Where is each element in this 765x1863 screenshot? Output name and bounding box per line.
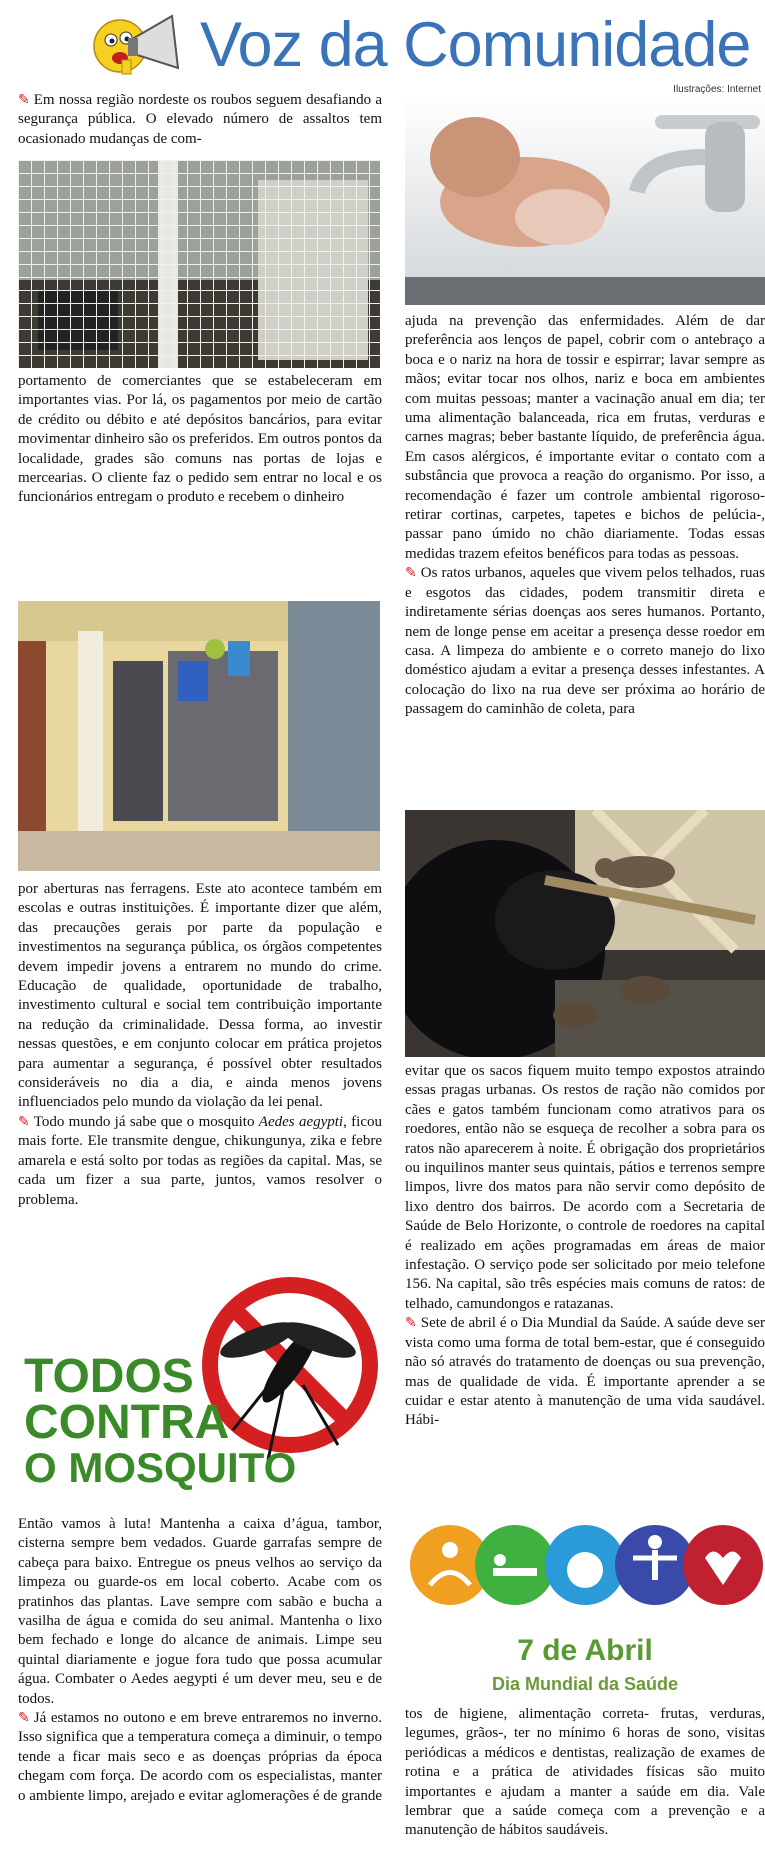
species-name: Aedes aegypti [258, 1113, 344, 1130]
article-health-day: Sete de abril é o Dia Mundial da Saúde. A saúde deve ser vista como uma forma de total bem-estar, que é conseguido não só através do tratamento de doenças ou sua prevenção, mas de qualidade de vida. É importante aprender a se cuidar e estar atento à manutenção de uma vida saudável. Hábi- [405, 1315, 765, 1429]
pen-icon: ✎ [405, 565, 417, 582]
article-mosquito-actions: Então vamos à luta! Mantenha a caixa d’água, tambor, cisterna sempre bem vedados. Guarde garrafas sempre de cabeça para baixo. Entregue os pneus velhos ao serviço da limpeza ou guarde-os em local coberto. Acabe com os pratinhos das plantas. Lave sempre com sabão e bucha a vasilha de água e comida do seu animal. Mantenha o lixo bem fechado e longe do alcance de animais. Limpe seu quintal diariamente e jogue fora tudo que possa acumular água. Combater o Aedes aegypti é um dever meu, seu e de todos. [18, 1516, 382, 1707]
left-column-text-3 [18, 880, 382, 1210]
masthead [0, 0, 765, 95]
article-mosquito-b: , ficou mais forte. Ele transmite dengue, chikungunya, zika e febre amarela e está solto por todas as regiões da capital. Mas, se cada um fizer a sua parte, juntos, vamos resolver o problema. [18, 1113, 382, 1208]
right-column-text-3 [405, 1705, 765, 1841]
megaphone-mascot-icon [92, 8, 187, 82]
article-security-cont: portamento de comerciantes que se estabeleceram em importantes vias. Por lá, os pagamentos por meio de cartão de crédito ou débito e até depósitos bancários, para evitar movimentar dinheiro são os preferidos. Em outros pontos da localidade, grades são comuns nas portas de lojas e mercearias. O cliente faz o pedido sem entrar no local e os funcionários entregam o produto e recebem o dinheiro [18, 373, 382, 506]
poster-line-3: O MOSQUITO [24, 1444, 297, 1491]
poster-todos-contra-mosquito [18, 1270, 380, 1498]
poster-line-2: CONTRA [24, 1396, 230, 1449]
right-column-text-1 [405, 312, 765, 720]
photo-hand-washing [405, 97, 765, 305]
photo-rats-garbage [405, 810, 765, 1057]
left-column-text-2 [18, 372, 382, 508]
illustration-credit: Ilustrações: Internet [673, 84, 761, 95]
article-health-day-end: tos de higiene, alimentação correta- frutas, verduras, legumes, grãos-, ter no mínimo 6 horas de sono, visitas periódicas a médicos e dentistas, realização de exames de rotina e a prática de atividades físicas são muito importantes e ajudam a manter a saúde em dia. Vale lembrar que a saúde começa com a prevenção e a manutenção de hábitos saudáveis. [405, 1706, 765, 1839]
article-mosquito-a: Todo mundo já sabe que o mosquito [33, 1113, 259, 1130]
pen-icon: ✎ [18, 1710, 30, 1727]
left-column-text-1 [18, 91, 382, 149]
shop-front-image [18, 601, 380, 871]
photo-shop-front [18, 601, 380, 871]
article-security-end: por aberturas nas ferragens. Este ato acontece também em escolas e outras instituições. É importante dizer que além, das precauções gerais por parte da população e investimentos na segurança pública, os órgãos competentes devem impedir jovens a entrarem no mundo do crime. Educação de qualidade, oportunidade de trabalho, investimento cultural e social tem contribuição importante na redução da criminalidade. Dessa forma, ao investir nessas questões, e em conjunto colocar em prática projetos para aumentar a segurança, é possível obter resultados consideráveis no dia a dia, e ainda menos jovens influenciados pelo mundo da violação da lei penal. [18, 881, 382, 1111]
article-autumn: Já estamos no outono e em breve entraremos no inverno. Isso significa que a temperatura começa a diminuir, o tempo tende a ficar mais seco e as doenças próprias da época chegam com força. De acordo com os especialistas, manter o ambiente limpo, arejado e evitar aglomerações é de grande [18, 1710, 382, 1804]
photo-grated-store [18, 160, 380, 368]
article-autumn-cont: ajuda na prevenção das enfermidades. Além de dar preferência aos lenços de papel, cobrir com o antebraço a boca e o nariz na hora de tossir e espirrar; lavar sempre as mãos; evitar tocar nos olhos, nariz e boca em ambientes com muitas pessoas; manter a vacinação anual em dia; ter uma alimentação balanceada, rica em frutas, verduras e carnes magras; beber bastante líquido, de preferência água. Em casos alérgicos, é importante evitar o contato com a substância que provoca a reação do organismo. Por isso, a recomendação é fazer um controle ambiental rigoroso- retirar cortinas, carpetes, tapetes e bichos de pelúcia-, passar pano úmido no chão diariamente. Todas essas medidas trazem efeitos benéficos para todas as pessoas. [405, 313, 765, 562]
forbidden-mosquito-icon [210, 1285, 370, 1460]
health-day-graphic [405, 1500, 765, 1700]
left-column-text-4 [18, 1515, 382, 1806]
pen-icon: ✎ [405, 1315, 417, 1332]
pen-icon: ✎ [18, 1113, 30, 1130]
grated-store-image [18, 160, 380, 368]
health-date: 7 de Abril [517, 1634, 653, 1667]
article-rats: Os ratos urbanos, aqueles que vivem pelos telhados, ruas e esgotos das cidades, podem transmitir direta e indiretamente sérias doenças aos seres humanos. Portanto, nem de longe pense em aceitar a presença desse roedor em casa. A limpeza do ambiente e o correto manejo do lixo doméstico ajudam a evitar a presença desses infestantes. A colocação do lixo na rua deve ser próxima ao horário de passagem do caminhão de coleta, para [405, 565, 765, 718]
article-security-intro: Em nossa região nordeste os roubos seguem desafiando a segurança pública. O elevado número de assaltos tem ocasionado mudanças de com- [18, 92, 382, 147]
poster-line-1: TODOS [24, 1350, 194, 1403]
sleep-icon [475, 1525, 555, 1605]
health-day-name: Dia Mundial da Saúde [491, 1674, 679, 1694]
article-rats-cont: evitar que os sacos fiquem muito tempo expostos atraindo essas pragas urbanas. Os restos de ração não comidos por cães e gatos também funcionam como atrativos para os roedores, então não se esqueça de recolher a sobra para os ratos não aparecerem à noite. É obrigação dos proprietários ou inquilinos manter seus quintais, pátios e terrenos sempre limpos, livre dos matos para não servir como depósito de lixo dentro dos bairros. De acordo com a Secretaria de Saúde de Belo Horizonte, o controle de roedores na capital é realizado em ações programadas em áreas de maior infestação. O serviço pode ser solicitado por meio telefone 156. Na capital, são três espécies mais comuns de ratos: de telhado, camundongos e ratazanas. [405, 1063, 765, 1312]
right-column-text-2 [405, 1062, 765, 1431]
newspaper-title: Voz da Comunidade [200, 10, 751, 80]
pen-icon: ✎ [18, 92, 30, 108]
